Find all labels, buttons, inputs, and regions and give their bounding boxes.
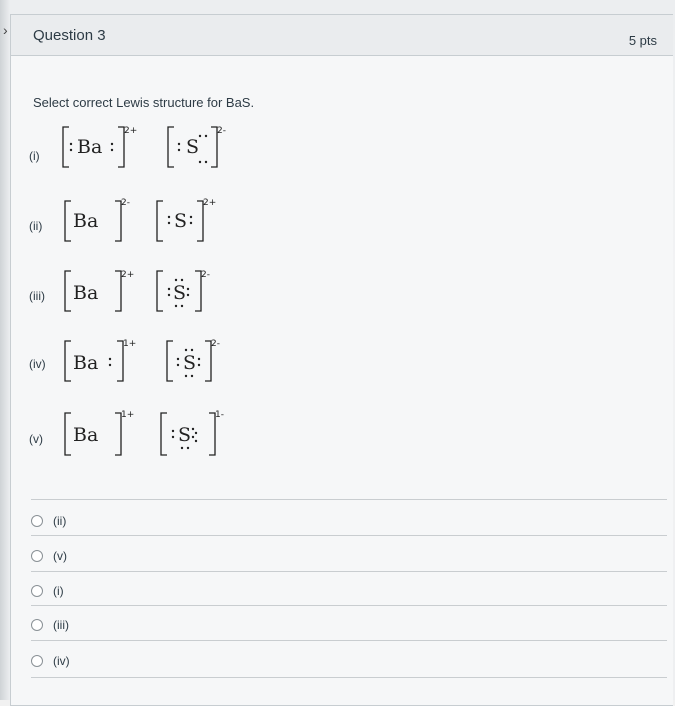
anion-symbol: S (183, 352, 197, 374)
anion-symbol: S (186, 136, 200, 158)
structure-label-ii: (ii) (29, 219, 43, 233)
structure-iv (65, 339, 220, 381)
structure-v (65, 410, 224, 455)
radio-button[interactable] (31, 655, 43, 667)
answer-option-label: (v) (53, 549, 67, 563)
answer-option-label: (iii) (53, 618, 69, 632)
structure-iii (65, 270, 210, 311)
answer-option-ii[interactable] (31, 511, 66, 531)
answer-option-label: (ii) (53, 514, 67, 528)
cation-charge: 2- (121, 198, 130, 208)
structure-i (63, 126, 226, 167)
divider (31, 535, 667, 536)
divider (31, 571, 667, 572)
answer-option-iii[interactable] (31, 615, 69, 635)
divider (31, 605, 667, 606)
cation-symbol: Ba (73, 282, 99, 304)
cation-charge: 2+ (121, 270, 135, 280)
anion-charge: 2+ (203, 198, 217, 208)
radio-button[interactable] (31, 619, 43, 631)
structure-ii (65, 198, 216, 241)
question-card (10, 14, 673, 706)
cation-symbol: Ba (73, 352, 99, 374)
chevron-right-icon[interactable]: › (3, 22, 8, 38)
anion-charge: 2- (201, 270, 210, 280)
question-prompt: Select correct Lewis structure for BaS. (33, 95, 255, 110)
structure-label-v: (v) (29, 432, 43, 446)
cation-symbol: Ba (77, 136, 103, 158)
radio-button[interactable] (31, 550, 43, 562)
page-edge (0, 0, 10, 700)
answer-option-iv[interactable] (31, 651, 70, 671)
question-title: Question 3 (33, 27, 106, 44)
anion-symbol: S (174, 210, 188, 232)
cation-symbol: Ba (73, 210, 99, 232)
cation-charge: 2+ (124, 126, 138, 136)
answer-option-v[interactable] (31, 546, 67, 566)
anion-charge: 2- (217, 126, 226, 136)
answer-option-label: (iv) (53, 654, 70, 668)
cation-symbol: Ba (73, 424, 99, 446)
structure-label-iii: (iii) (29, 289, 45, 303)
structure-label-iv: (iv) (29, 357, 46, 371)
anion-symbol: S (173, 282, 187, 304)
cation-charge: 1+ (123, 339, 137, 349)
lewis-structures (11, 15, 673, 495)
answer-option-label: (i) (53, 584, 64, 598)
anion-charge: 1- (215, 410, 224, 420)
answer-option-i[interactable] (31, 581, 64, 601)
question-points: 5 pts (628, 33, 657, 48)
divider (31, 640, 667, 641)
anion-symbol: S (178, 424, 192, 446)
divider (31, 499, 667, 500)
cation-charge: 1+ (121, 410, 135, 420)
divider (31, 677, 667, 678)
radio-button[interactable] (31, 515, 43, 527)
radio-button[interactable] (31, 585, 43, 597)
structure-label-i: (i) (29, 149, 40, 163)
anion-charge: 2- (211, 339, 220, 349)
